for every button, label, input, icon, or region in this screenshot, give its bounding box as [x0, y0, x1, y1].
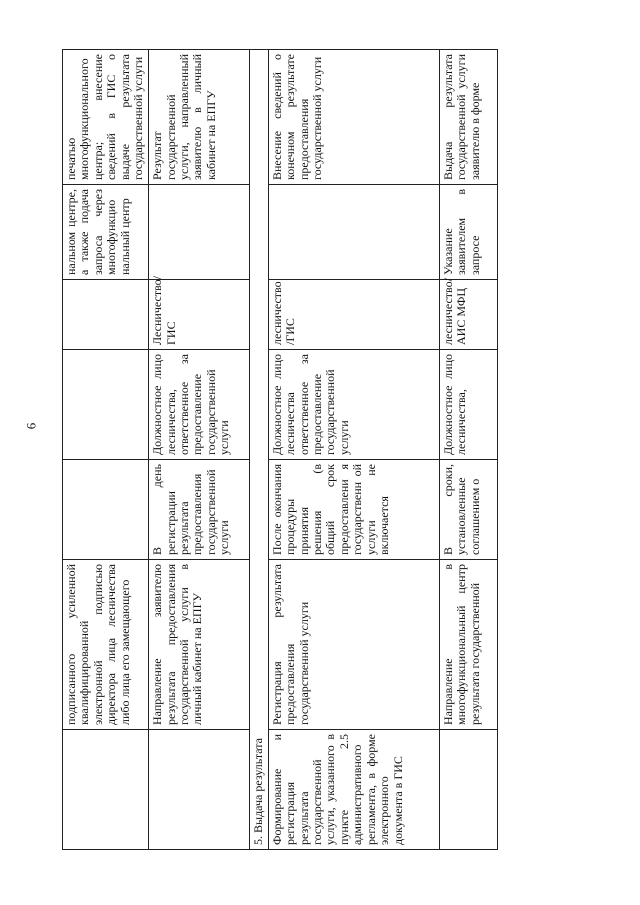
- page-number: 6: [23, 422, 39, 430]
- table-cell: Выдача результата государственной услуги заявителю в форме: [439, 50, 497, 185]
- table-cell: подписанного усиленной квалифицированной электронной подписью директора лица лесничества либо лица его замещающего: [63, 560, 149, 730]
- table-cell: Внесение сведений о конечном результате предоставления государственной услуги: [268, 50, 439, 185]
- table-cell: Лесничество/ ГИС: [149, 280, 250, 350]
- table-cell: В день регистрации результата предоставления государственной услуги: [149, 460, 250, 560]
- table-cell: [439, 730, 497, 850]
- table-row: [439, 50, 497, 850]
- table-cell: [63, 730, 149, 850]
- table-row: [149, 50, 250, 850]
- table-cell: Регистрация результата предоставления государственной услуги: [268, 560, 439, 730]
- table-cell: Должностное лицо лесничества ответственное за предоставление государственной услуги: [268, 350, 439, 460]
- table-cell: [268, 185, 439, 280]
- table-cell: Указание заявителем в запросе: [439, 185, 497, 280]
- table-cell: лесничество/ АИС МФЦ: [439, 280, 497, 350]
- table-cell: лесничество /ГИС: [268, 280, 439, 350]
- rotated-table-container: [62, 50, 498, 850]
- table-cell: [63, 280, 149, 350]
- table-cell: В сроки, установленные соглашением о: [439, 460, 497, 560]
- table-cell: нальном центре, а также подача запроса через многофункцио нальный центр: [63, 185, 149, 280]
- table-cell: Направление заявителю результата предоставления государственной услуги в личный кабинет на ЕПГУ: [149, 560, 250, 730]
- table-row: [268, 50, 439, 850]
- table-cell: [63, 460, 149, 560]
- table-cell: Направление в многофункциональный центр результата государственной: [439, 560, 497, 730]
- section-title: 5. Выдача результата: [249, 50, 268, 850]
- table-row: [63, 50, 149, 850]
- table-cell: [63, 350, 149, 460]
- table-cell: Должностное лицо лесничества,: [439, 350, 497, 460]
- table-cell: Должностное лицо лесничества, ответственное за предоставление государственной услуги: [149, 350, 250, 460]
- table-cell: [149, 185, 250, 280]
- table-cell: Результат государственной услуги, направленный заявителю в личный кабинет на ЕПГУ: [149, 50, 250, 185]
- section-row: [249, 50, 268, 850]
- table-cell: печатью многофункционального центра; внесение сведений в ГИС о выдаче результата государственной услуги: [63, 50, 149, 185]
- table-cell: Формирование и регистрация результата государственной услуги, указанного в пункте 2.5 административного регламента, в форме электронного документа в ГИС: [268, 730, 439, 850]
- table-cell: После окончания процедуры принятия решения (в общий срок предоставлени я государственн ой услуги не включается: [268, 460, 439, 560]
- procedure-table: [62, 49, 498, 850]
- table-cell: [149, 730, 250, 850]
